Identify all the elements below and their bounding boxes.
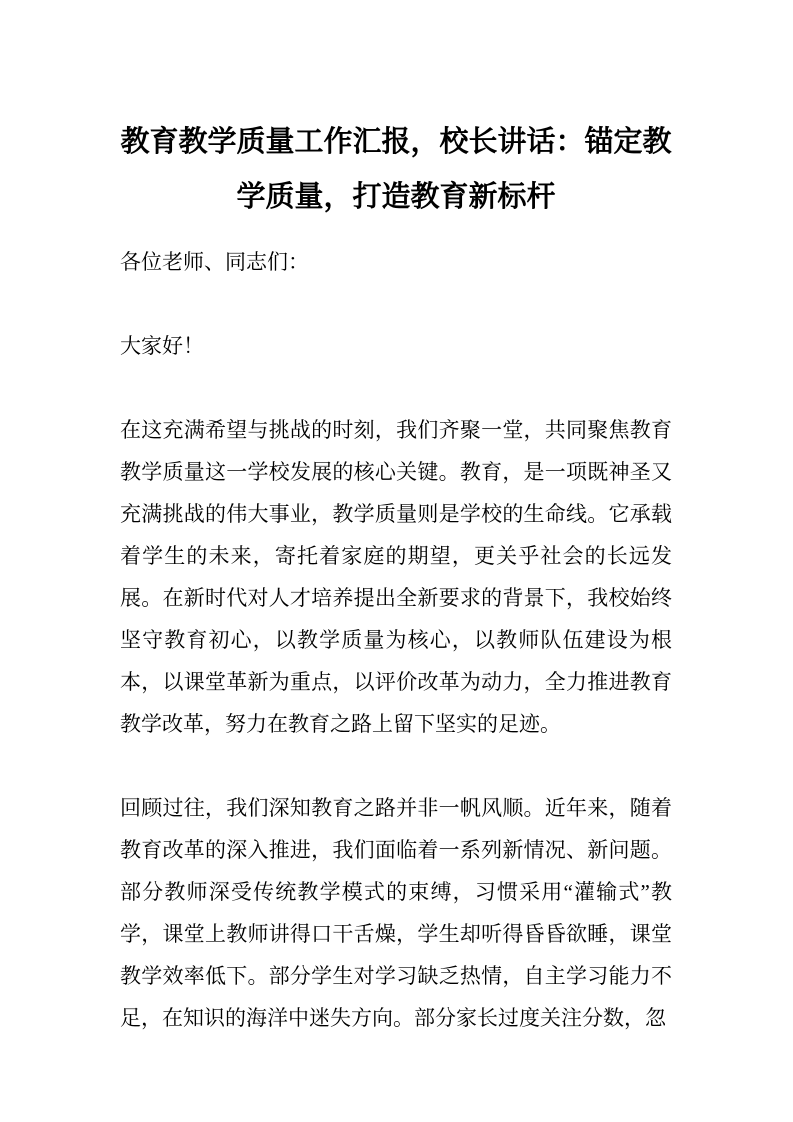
document-title: 教育教学质量工作汇报，校长讲话：锚定教学质量，打造教育新标杆: [120, 126, 672, 213]
paragraph-greeting: 大家好！: [120, 334, 204, 358]
paragraph-body-1: 在这充满希望与挑战的时刻，我们齐聚一堂，共同聚焦教育教学质量这一学校发展的核心关键。教育，是一项既神圣又充满挑战的伟大事业，教学质量则是学校的生命线。它承载着学生的未来，寄托着家庭的期望，更关乎社会的长远发展。在新时代对人才培养提出全新要求的背景下，我校始终坚守教育初心，以教学质量为核心，以教师队伍建设为根本，以课堂革新为重点，以评价改革为动力，全力推进教育教学改革，努力在教育之路上留下坚实的足迹。: [120, 418, 672, 736]
paragraph-salutation: 各位老师、同志们：: [120, 250, 309, 274]
paragraph-body-2: 回顾过往，我们深知教育之路并非一帆风顺。近年来，随着教育改革的深入推进，我们面临着一系列新情况、新问题。部分教师深受传统教学模式的束缚，习惯采用“灌输式”教学，课堂上教师讲得口干舌燥，学生却听得昏昏欲睡，课堂教学效率低下。部分学生对学习缺乏热情，自主学习能力不足，在知识的海洋中迷失方向。部分家长过度关注分数，忽: [120, 796, 672, 1030]
